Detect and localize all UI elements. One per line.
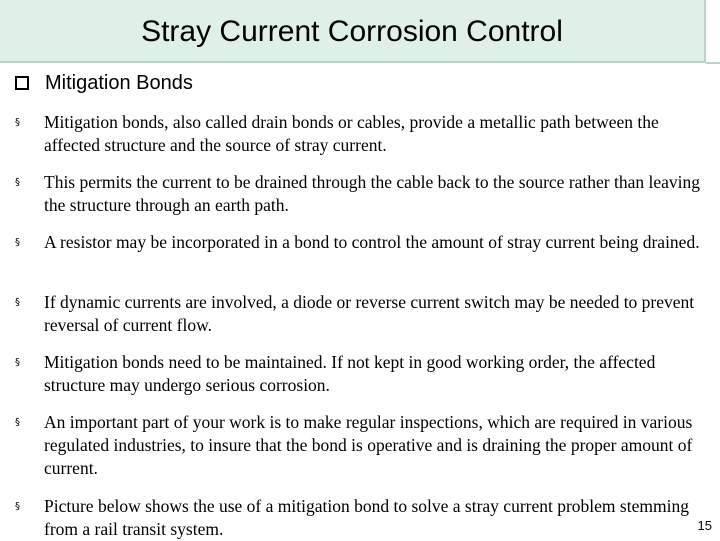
slide-title: Stray Current Corrosion Control bbox=[141, 14, 563, 48]
page-number: 15 bbox=[697, 518, 712, 533]
bullet-marker-icon: § bbox=[15, 297, 20, 308]
checkbox-bullet-icon bbox=[15, 76, 29, 90]
bullet-item-6 bbox=[13, 411, 704, 480]
bullet-item-5 bbox=[13, 351, 704, 397]
bullet-text: If dynamic currents are involved, a diode or reverse current switch may be needed to prevent reversal of current flow. bbox=[44, 292, 695, 335]
bullet-marker-icon: § bbox=[15, 501, 20, 512]
bullet-marker-icon: § bbox=[15, 357, 20, 368]
bullet-item-4 bbox=[13, 291, 704, 337]
title-underline bbox=[706, 62, 720, 64]
bullet-text: An important part of your work is to make regular inspections, which are required in various regulated industries, to insure that the bond is operative and is draining the proper amount of current. bbox=[44, 412, 693, 478]
bullet-marker-icon: § bbox=[15, 177, 20, 188]
section-heading bbox=[14, 70, 193, 96]
bullet-item-1 bbox=[13, 111, 704, 157]
bullet-text: This permits the current to be drained through the cable back to the source rather than leaving the structure through an earth path. bbox=[44, 172, 701, 215]
title-bar bbox=[0, 0, 706, 63]
bullet-marker-icon: § bbox=[15, 417, 20, 428]
bullet-item-3 bbox=[13, 231, 704, 254]
bullet-marker-icon: § bbox=[15, 117, 20, 128]
section-heading-text: Mitigation Bonds bbox=[45, 72, 193, 94]
bullet-text: Picture below shows the use of a mitigation bond to solve a stray current problem stemming from a rail transit system. bbox=[44, 496, 689, 539]
bullet-item-2 bbox=[13, 171, 704, 217]
bullet-marker-icon: § bbox=[15, 237, 20, 248]
bullet-text: Mitigation bonds need to be maintained. If not kept in good working order, the affected structure may undergo serious corrosion. bbox=[44, 352, 656, 395]
bullet-item-7 bbox=[13, 495, 704, 541]
bullet-text: Mitigation bonds, also called drain bonds or cables, provide a metallic path between the affected structure and the source of stray current. bbox=[44, 112, 659, 155]
bullet-text: A resistor may be incorporated in a bond to control the amount of stray current being drained. bbox=[44, 232, 700, 252]
